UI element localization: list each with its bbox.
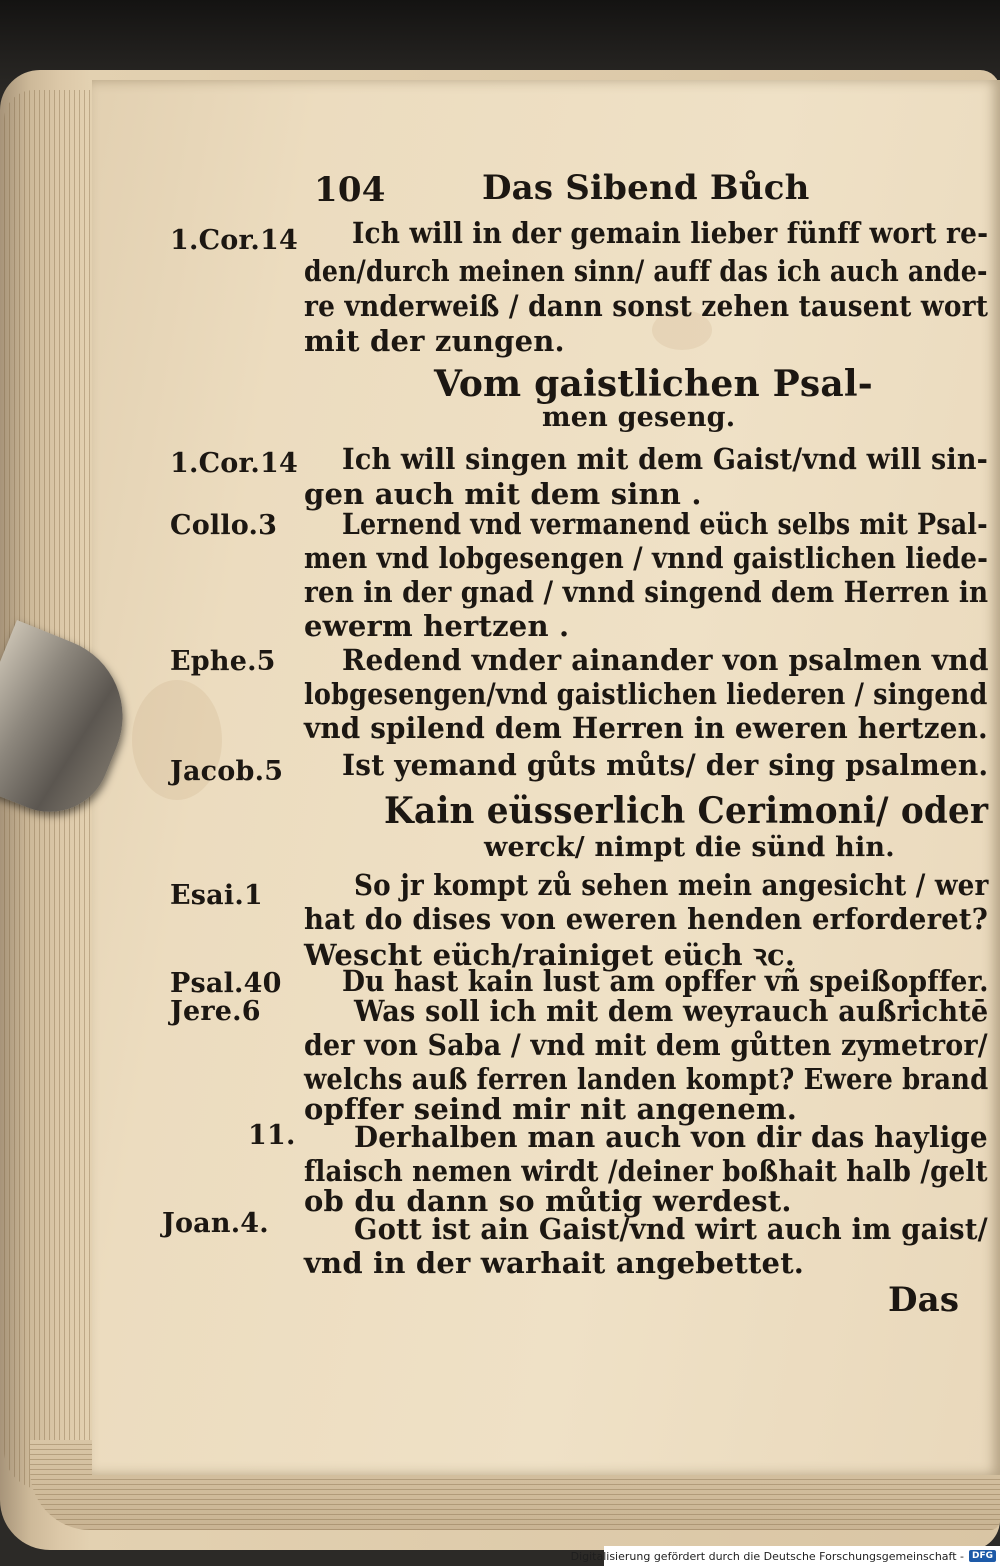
footer-credit: Digitalisierung gefördert durch die Deutsche Forschungsgemeinschaft - [570,1549,964,1563]
body-line: der von Saba / vnd mit dem gůtten zymetror/ [304,1028,988,1062]
margin-reference: Psal.40 [170,968,282,999]
running-title: Das Sibend Bůch [482,168,810,208]
body-line: vnd in der warhait angebettet. [304,1246,805,1280]
body-line: vnd spilend dem Herren in eweren hertzen. [304,711,988,745]
body-line: Ich will singen mit dem Gaist/vnd will sin- [342,442,989,476]
margin-reference: 1.Cor.14 [170,448,299,479]
catchword: Das [888,1280,960,1320]
margin-reference: 1.Cor.14 [170,225,299,256]
body-line: ewerm hertzen . [304,609,570,643]
body-line: hat do dises von eweren henden erforderet? [304,902,989,936]
body-line: lobgesengen/vnd gaistlichen liederen / singend [304,677,988,711]
body-line: men vnd lobgesengen / vnnd gaistlichen liede- [304,541,989,575]
margin-reference: Joan.4. [162,1208,269,1239]
body-line: Was soll ich mit dem weyrauch außrichtē [354,994,989,1028]
margin-reference: Jacob.5 [170,756,284,787]
digitization-footer [570,1546,1000,1566]
margin-reference: Esai.1 [170,880,263,911]
book-page [92,80,1000,1475]
body-line: welchs auß ferren landen kompt? Ewere brand [304,1062,989,1096]
body-line: Du hast kain lust am opffer vñ speißopffer. [342,964,989,998]
body-line: Redend vnder ainander von psalmen vnd [342,643,989,677]
margin-reference: Ephe.5 [170,646,276,677]
body-line: So jr kompt zů sehen mein angesicht / wer [354,868,989,902]
body-line: Wescht eüch/rainiget eüch ꝛc. [304,938,796,972]
body-line: opffer seind mir nit angenem. [304,1092,798,1126]
dfg-logo: DFG [969,1550,996,1562]
margin-reference: 11. [248,1120,296,1151]
body-line: re vnderweiß / dann sonst zehen tausent wort [304,289,989,323]
margin-reference: Jere.6 [170,996,261,1027]
page-number: 104 [314,170,386,210]
section-heading: werck/ nimpt die sünd hin. [484,832,895,863]
body-line: Lernend vnd vermanend eüch selbs mit Psal- [342,507,988,541]
section-heading: Vom gaistlichen Psal- [434,363,873,405]
body-line: mit der zungen. [304,324,565,358]
body-line: Ich will in der gemain lieber fünff wort re- [352,216,989,250]
body-line: gen auch mit dem sinn . [304,477,702,511]
body-line: ob du dann so můtig werdest. [304,1184,792,1218]
section-heading: men geseng. [542,402,736,433]
body-line: ren in der gnad / vnnd singend dem Herren in [304,575,989,609]
body-line: flaisch nemen wirdt /deiner boßhait halb /gelt [304,1154,988,1188]
section-heading: Kain eüsserlich Cerimoni/ oder [384,790,989,832]
body-line: den/durch meinen sinn/ auff das ich auch ande- [304,254,988,288]
body-line: Ist yemand gůts můts/ der sing psalmen. [342,748,989,782]
body-line: Gott ist ain Gaist/vnd wirt auch im gaist/ [354,1212,988,1246]
body-line: Derhalben man auch von dir das haylige [354,1120,988,1154]
margin-reference: Collo.3 [170,510,278,541]
